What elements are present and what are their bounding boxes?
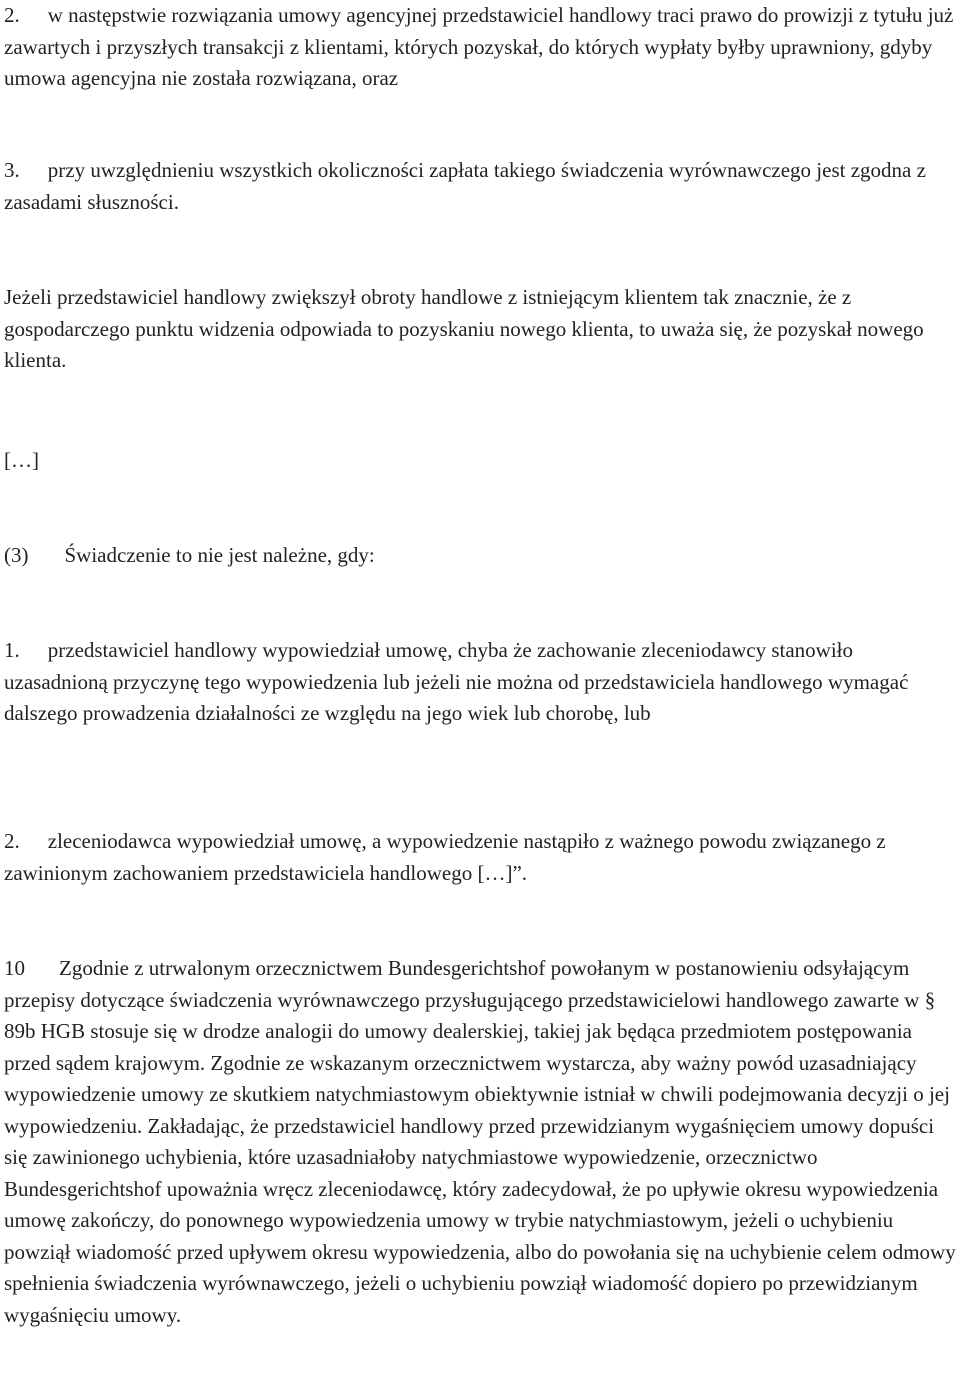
list-number: 2. <box>4 3 20 27</box>
list-item-2 <box>4 0 956 95</box>
list-number: 2. <box>4 829 20 853</box>
list-item-text: przedstawiciel handlowy wypowiedział umowę, chyba że zachowanie zleceniodawcy stanowiło uzasadnioną przyczynę tego wypowiedzenia lub jeżeli nie można od przedstawiciela handlowego wymagać dalszego prowadzenia działalności ze względu na jego wiek lub chorobę, lub <box>4 638 909 725</box>
list-item-text: w następstwie rozwiązania umowy agencyjnej przedstawiciel handlowy traci prawo do prowizji z tytułu już zawartych i przyszłych transakcji z klientami, których pozyskał, do których wypłaty byłby uprawniony, gdyby umowa agencyjna nie została rozwiązana, oraz <box>4 3 954 90</box>
section-heading-3 <box>4 540 956 572</box>
list-item-3 <box>4 155 956 218</box>
section-number: (3) <box>4 543 29 567</box>
footnote-text: Zgodnie z utrwalonym orzecznictwem Bundesgerichtshof powołanym w postanowieniu odsyłającym przepisy dotyczące świadczenia wyrównawczego przysługującego przedstawicielowi handlowego zawarte w § 89b HGB stosuje się w drodze analogii do umowy dealerskiej, takiej jak będąca przedmiotem postępowania przed sądem krajowym. Zgodnie ze wskazanym orzecznictwem wystarcza, aby ważny powód uzasadniający wypowiedzenie umowy ze skutkiem natychmiastowym obiektywnie istniał w chwili podejmowania decyzji o jej wypowiedzeniu. Zakładając, że przedstawiciel handlowy przed przewidzianym wygaśnięciem umowy dopuści się zawinionego uchybienia, które uzasadniałoby natychmiastowe wypowiedzenie, orzecznictwo Bundesgerichtshof upoważnia wręcz zleceniodawcę, który zadecydował, że po upływie okresu wypowiedzenia umowę zakończy, do ponownego wypowiedzenia umowy w trybie natychmiastowym, jeżeli o uchybieniu powziął wiadomość przed upływem okresu wypowiedzenia, albo do powołania się na uchybienie celem odmowy spełnienia świadczenia wyrównawczego, jeżeli o uchybieniu powziął wiadomość dopiero po przewidzianym wygaśnięciu umowy. <box>4 956 956 1327</box>
list-number: 1. <box>4 638 20 662</box>
list-number: 3. <box>4 158 20 182</box>
paragraph-client-increase: Jeżeli przedstawiciel handlowy zwiększył obroty handlowe z istniejącym klientem tak znacznie, że z gospodarczego punktu widzenia odpowiada to pozyskaniu nowego klienta, to uważa się, że pozyskał nowego klienta. <box>4 285 924 372</box>
list-item-text: przy uwzględnieniu wszystkich okoliczności zapłata takiego świadczenia wyrównawczego jest zgodna z zasadami słuszności. <box>4 158 926 214</box>
condition-item-1 <box>4 635 956 730</box>
footnote-number: 10 <box>4 956 25 980</box>
section-title: Świadczenie to nie jest należne, gdy: <box>64 543 375 567</box>
condition-item-2 <box>4 826 956 889</box>
footnote-10 <box>4 953 956 1331</box>
ellipsis-marker: […] <box>4 448 39 472</box>
list-item-text: zleceniodawca wypowiedział umowę, a wypowiedzenie nastąpiło z ważnego powodu związanego z zawinionym zachowaniem przedstawiciela handlowego […]”. <box>4 829 886 885</box>
